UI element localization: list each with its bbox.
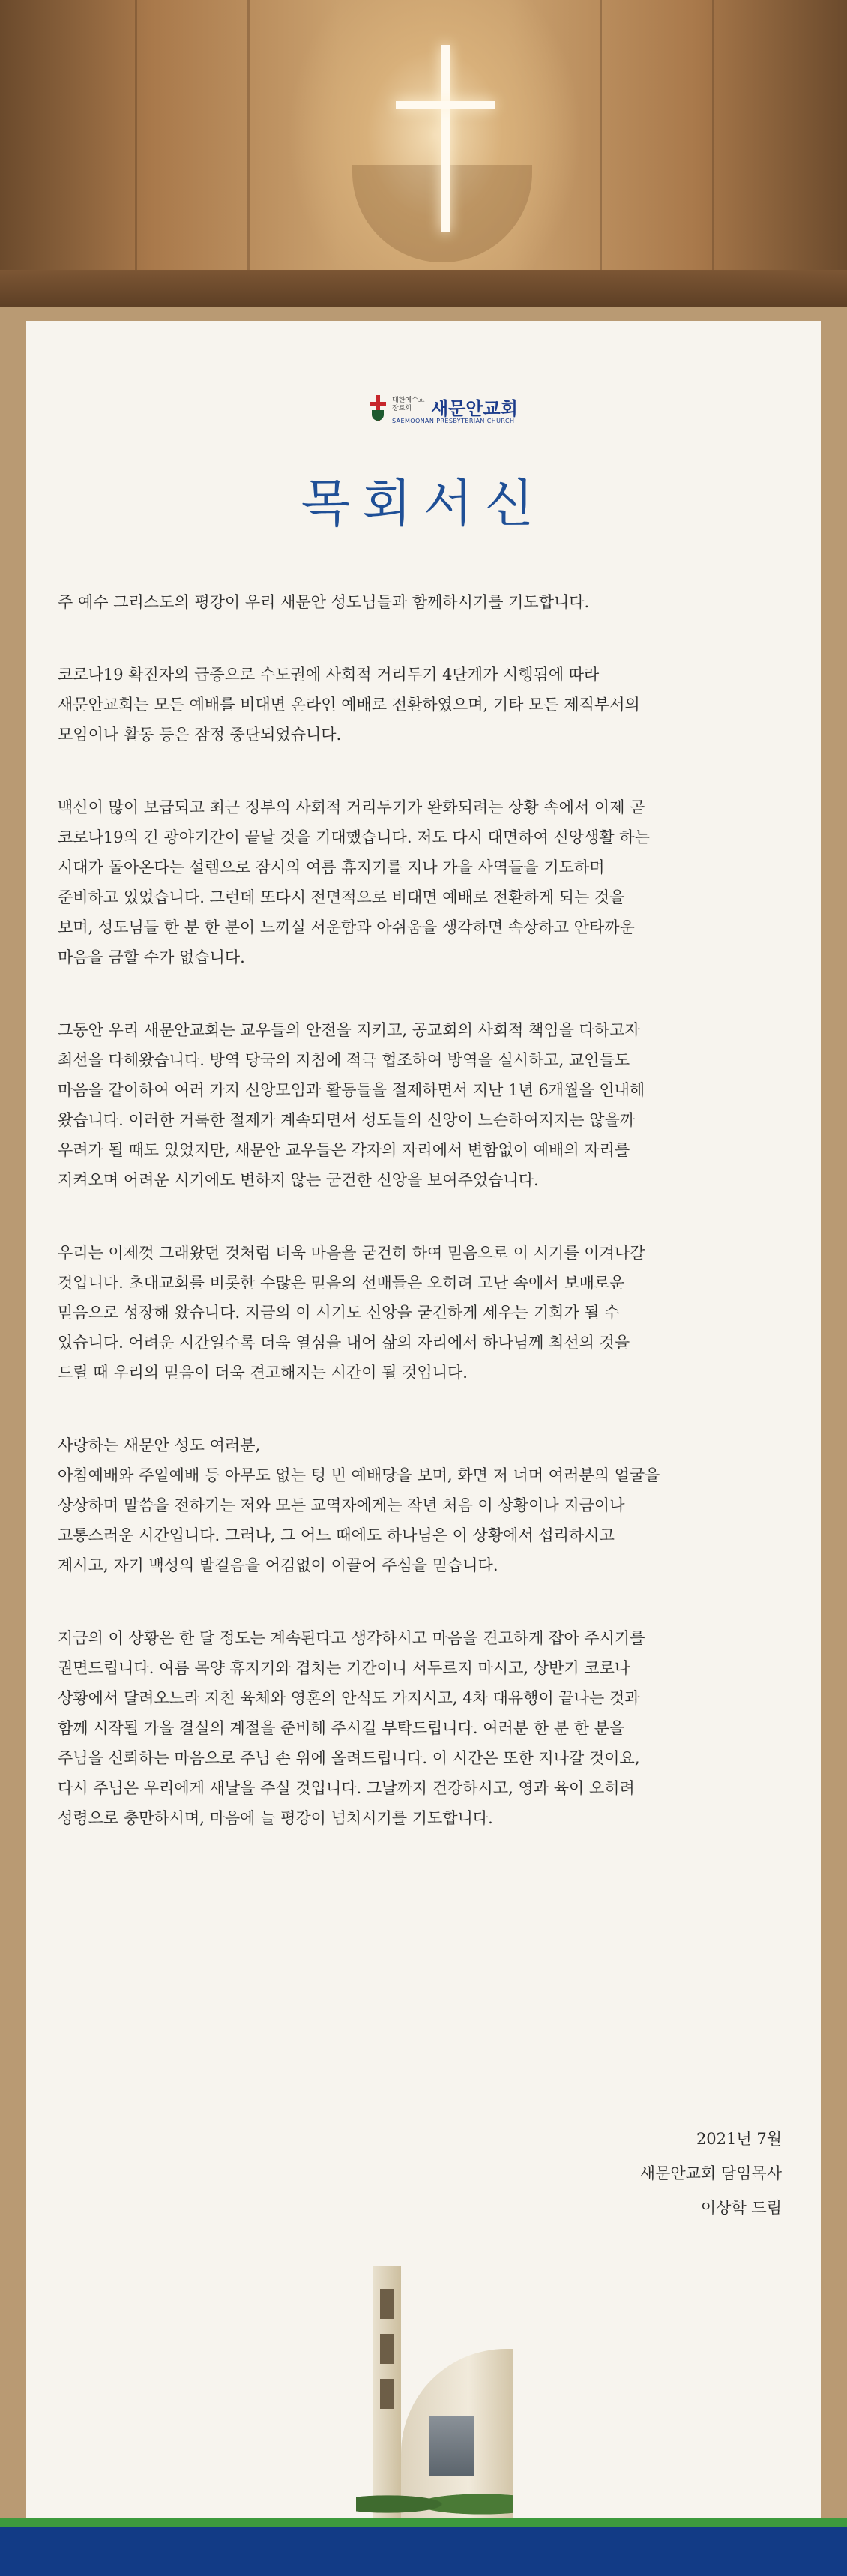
- letter-paragraph: [58, 660, 789, 750]
- paragraph-line: 준비하고 있었습니다. 그런데 또다시 전면적으로 비대면 예배로 전환하게 되는 것을: [58, 888, 625, 906]
- letter-body: [58, 587, 789, 1876]
- signature-name: 이상학 드림: [700, 2199, 782, 2217]
- letter-paragraph: [58, 1015, 789, 1195]
- paragraph-line: 마음을 같이하여 여러 가지 신앙모임과 활동들을 절제하면서 지난 1년 6개월을 인내해: [58, 1081, 645, 1099]
- paragraph-line: 지금의 이 상황은 한 달 정도는 계속된다고 생각하시고 마음을 견고하게 잡아 주시기를: [58, 1629, 645, 1647]
- logo-english-name: SAEMOONAN PRESBYTERIAN CHURCH: [392, 418, 515, 424]
- signature-block: [640, 2122, 782, 2225]
- paragraph-line: 다시 주님은 우리에게 새날을 주실 것입니다. 그날까지 건강하시고, 영과 육이 오히려: [58, 1779, 635, 1797]
- paragraph-line: 고통스러운 시간입니다. 그러나, 그 어느 때에도 하나님은 이 상황에서 섭리하시고: [58, 1526, 615, 1544]
- paragraph-line: 그동안 우리 새문안교회는 교우들의 안전을 지키고, 공교회의 사회적 책임을 다하고자: [58, 1021, 640, 1039]
- paragraph-line: 권면드립니다. 여름 목양 휴지기와 겹치는 기간이니 서두르지 마시고, 상반기 코로나: [58, 1659, 630, 1677]
- paragraph-line: 상상하며 말씀을 전하기는 저와 모든 교역자에게는 작년 처음 이 상황이나 지금이나: [58, 1496, 625, 1514]
- signature-position: 새문안교회 담임목사: [639, 2164, 782, 2182]
- paragraph-line: 왔습니다. 이러한 거룩한 절제가 계속되면서 성도들의 신앙이 느슨하여지지는 않을까: [58, 1111, 636, 1129]
- church-building-image: [356, 2266, 513, 2518]
- paragraph-line: 아침예배와 주일예배 등 아무도 없는 텅 빈 예배당을 보며, 화면 저 너머 여러분의 얼굴을: [58, 1466, 660, 1484]
- paragraph-line: 상황에서 달려오느라 지친 육체와 영혼의 안식도 가지시고, 4차 대유행이 끝나는 것과: [58, 1689, 640, 1707]
- logo-denomination: 대한예수교 장로회: [392, 397, 425, 412]
- signature-date: 2021년 7월: [696, 2130, 782, 2148]
- letter-paragraph: [58, 1238, 789, 1388]
- paragraph-line: 것입니다. 초대교회를 비롯한 수많은 믿음의 선배들은 오히려 고난 속에서 보배로운: [58, 1274, 625, 1292]
- paragraph-line: 주 예수 그리스도의 평강이 우리 새문안 성도님들과 함께하시기를 기도합니다.: [58, 593, 590, 611]
- church-logo-icon: [370, 395, 386, 421]
- paragraph-line: 코로나19의 긴 광야기간이 끝날 것을 기대했습니다. 저도 다시 대면하여 신앙생활 하는: [58, 828, 650, 846]
- paragraph-line: 믿음으로 성장해 왔습니다. 지금의 이 시기도 신앙을 굳건하게 세우는 기회가 될 수: [58, 1304, 620, 1322]
- paragraph-line: 사랑하는 새문안 성도 여러분,: [58, 1436, 261, 1454]
- letter-paragraph: [58, 1430, 789, 1580]
- cross-banner-image: [0, 0, 847, 307]
- page-title: 목회서신: [301, 475, 546, 534]
- paragraph-line: 함께 시작될 가을 결실의 계절을 준비해 주시길 부탁드립니다. 여러분 한 분 한 분을: [58, 1719, 625, 1737]
- paragraph-line: 주님을 신뢰하는 마음으로 주님 손 위에 올려드립니다. 이 시간은 또한 지나갈 것이요,: [58, 1749, 640, 1767]
- letter-paragraph: [58, 792, 789, 972]
- paragraph-line: 코로나19 확진자의 급증으로 수도권에 사회적 거리두기 4단계가 시행됨에 따라: [58, 666, 600, 684]
- paragraph-line: 성령으로 충만하시며, 마음에 늘 평강이 넘치시기를 기도합니다.: [58, 1809, 493, 1827]
- paragraph-line: 지켜오며 어려운 시기에도 변하지 않는 굳건한 신앙을 보여주었습니다.: [58, 1171, 539, 1189]
- paragraph-line: 보며, 성도님들 한 분 한 분이 느끼실 서운함과 아쉬움을 생각하면 속상하고 안타까운: [58, 918, 635, 936]
- letter-paragraph: [58, 587, 789, 617]
- paragraph-line: 드릴 때 우리의 믿음이 더욱 견고해지는 시간이 될 것입니다.: [58, 1364, 468, 1382]
- paragraph-line: 있습니다. 어려운 시간일수록 더욱 열심을 내어 삶의 자리에서 하나님께 최선의 것을: [58, 1334, 630, 1352]
- paragraph-line: 우리는 이제껏 그래왔던 것처럼 더욱 마음을 굳건히 하여 믿음으로 이 시기를 이겨나갈: [58, 1244, 645, 1262]
- trees: [356, 2484, 513, 2518]
- church-logo: [370, 392, 542, 428]
- paragraph-line: 마음을 금할 수가 없습니다.: [58, 948, 245, 966]
- footer-blue-band: [0, 2527, 847, 2576]
- letter-paragraph: [58, 1623, 789, 1833]
- altar-shelf: [0, 270, 847, 307]
- logo-church-name: 새문안교회: [431, 398, 518, 419]
- letter-paper: [26, 321, 821, 2518]
- paragraph-line: 최선을 다해왔습니다. 방역 당국의 지침에 적극 협조하여 방역을 실시하고, 교인들도: [58, 1051, 630, 1069]
- paragraph-line: 우려가 될 때도 있었지만, 새문안 교우들은 각자의 자리에서 변함없이 예배의 자리를: [58, 1141, 630, 1159]
- paragraph-line: 시대가 돌아온다는 설렘으로 잠시의 여름 휴지기를 지나 가을 사역들을 기도하며: [58, 858, 605, 876]
- paragraph-line: 계시고, 자기 백성의 발걸음을 어김없이 이끌어 주심을 믿습니다.: [58, 1556, 498, 1574]
- footer-green-stripe: [0, 2518, 847, 2527]
- paragraph-line: 모임이나 활동 등은 잠정 중단되었습니다.: [58, 726, 342, 744]
- paragraph-line: 백신이 많이 보급되고 최근 정부의 사회적 거리두기가 완화되려는 상황 속에서 이제 곧: [58, 798, 645, 816]
- cross-icon: [441, 45, 450, 232]
- bell-tower: [373, 2266, 401, 2518]
- paragraph-line: 새문안교회는 모든 예배를 비대면 온라인 예배로 전환하였으며, 기타 모든 제직부서의: [58, 696, 640, 714]
